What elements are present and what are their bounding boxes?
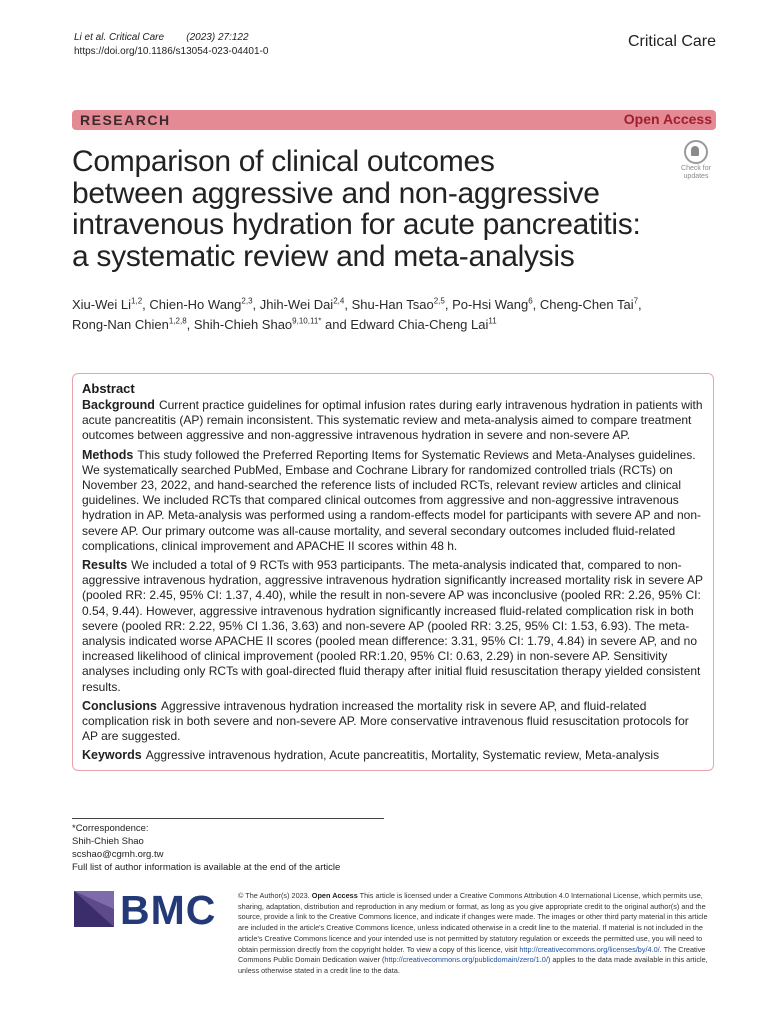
updates-line2: updates [683,173,709,180]
check-for-updates-badge[interactable] [676,140,716,181]
correspondence-name: Shih-Chieh Shao [72,836,144,847]
license-mid: . The Creative Commons Public Domain Dedication waiver ( [238,944,706,965]
cc-zero-link[interactable]: http://creativecommons.org/publicdomain/zero/1.0/ [384,955,548,965]
citation-issue: (2023) 27:122 [186,32,249,43]
footnote-divider [72,818,384,819]
author[interactable]: Shih-Chieh Shao$^{9,10,11*}$ [193,316,322,332]
abstract-background: Background Current practice guidelines for optimal infusion rates during early intravenous hydration in patients with acute pancreatitis (AP) remain inconsistent. This systematic review and meta-analysis aimed to compare treatment outcomes between aggressive and non-aggressive intravenous hydration in severe and non-severe AP. [82,398,703,443]
correspondence-email[interactable]: scshao@cgmh.org.tw [72,849,164,860]
license-end: ) applies to the data made available in this article, unless otherwise stated in a credit line to the data. [238,955,708,975]
title-line: between aggressive and non-aggressive [72,176,600,210]
license-open-access: Open Access [311,891,358,900]
citation-header [74,31,268,59]
doi-link[interactable]: https://doi.org/10.1186/s13054-023-04401-0 [74,46,269,57]
license-prefix: © The Author(s) 2023. [238,891,310,900]
author[interactable]: Chien-Ho Wang$^{2,3}$ [149,296,253,312]
author[interactable]: Cheng-Chen Tai$^7$ [539,296,639,312]
author[interactable]: Xiu-Wei Li$^{1,2}$ [72,296,143,312]
author-info-note: Full list of author information is available at the end of the article [72,862,341,873]
author[interactable]: Shu-Han Tsao$^{2,5}$ [351,296,445,312]
title-line: Comparison of clinical outcomes [72,145,495,178]
author[interactable]: Rong-Nan Chien$^{1,2,8}$ [72,316,187,332]
abstract-heading: Abstract [82,381,135,396]
open-access-label: Open Access [623,111,712,127]
journal-name: Critical Care [627,33,716,50]
author-list: Xiu-Wei Li$^{1,2}$, Chien-Ho Wang$^{2,3}$, Jhih-Wei Dai$^{2,4}$, Shu-Han Tsao$^{2,5}$, Po-Hsi Wang$^6$, Cheng-Chen Tai$^7$, Rong-Nan Chien$^{1,2,8}$, Shih-Chieh Shao$^{9,10,11*}$ and Edward Chia-Cheng Lai$^{11}$ [72,296,642,332]
bmc-logo-text: BMC [120,887,217,933]
article-title [72,146,682,272]
author[interactable]: Po-Hsi Wang$^6$ [452,296,533,312]
citation-journal: Li et al. Critical Care [74,32,165,43]
license-body: This article is licensed under a Creative Commons Attribution 4.0 International License, which permits use, sharing, adaptation, distribution and reproduction in any medium or format, as long as you give appropriate credit to the original author(s) and the source, provide a link to the Creative Commons licence, and indicate if changes were made. The images or other third party material in this article are included in the article's Creative Commons licence, unless indicated otherwise in a credit line to the material. If material is not included in the article's Creative Commons licence and your intended use is not permitted by statutory regulation or exceeds the permitted use, you will need to obtain permission directly from the copyright holder. To view a copy of this licence, visit [238,891,708,954]
cc-by-link[interactable]: http://creativecommons.org/licenses/by/4.0/ [519,944,660,954]
updates-line1: Check for [681,165,711,172]
section-banner [72,110,716,130]
section-label: RESEARCH [80,112,171,128]
check-updates-icon [684,140,708,164]
abstract-conclusions: Conclusions Aggressive intravenous hydration increased the mortality risk in severe AP, and fluid-related complication risk in both severe and non-severe AP. More conservative intravenous fluid resuscitation protocols for AP are suggested. [82,698,689,744]
correspondence-block [72,822,340,874]
author[interactable]: Jhih-Wei Dai$^{2,4}$ [259,296,345,312]
bmc-logo [74,887,220,933]
license-text [238,891,716,977]
abstract-keywords: Keywords Aggressive intravenous hydration, Acute pancreatitis, Mortality, Systematic review, Meta-analysis [82,748,660,763]
authors-and: and [325,317,347,332]
bmc-logo-mark-icon [74,891,114,927]
title-line: intravenous hydration for acute pancreatitis: [72,208,641,241]
author[interactable]: Edward Chia-Cheng Lai$^{11}$ [350,316,497,332]
abstract-box [72,373,714,771]
abstract-results: Results We included a total of 9 RCTs with 953 participants. The meta-analysis indicated that, compared to non-aggressive intravenous hydration, aggressive intravenous hydration significantly increased mortality risk in severe AP (pooled RR: 2.45, 95% CI: 1.37, 4.40), while the result in non-severe AP was inconclusive (pooled RR: 2.26, 95% CI: 0.54, 9.44). However, aggressive intravenous hydration significantly increased fluid-related complication risk in both severe (pooled RR: 2.22, 95% CI 1.36, 3.63) and non-severe AP (pooled RR: 3.25, 95% CI: 1.53, 6.93). The meta-analysis indicated worse APACHE II scores (pooled mean difference: 3.31, 95% CI: 1.79, 4.84) in severe AP, and no increased likelihood of clinical improvement (pooled RR:1.20, 95% CI: 0.63, 2.29) in non-severe AP. Sensitivity analyses including only RCTs with goal-directed fluid therapy after initial fluid resuscitation therapy yielded consistent results. [82,558,703,694]
title-line: a systematic review and meta-analysis [72,239,575,273]
abstract-methods: Methods This study followed the Preferred Reporting Items for Systematic Reviews and Meta-Analyses guidelines. We systematically searched PubMed, Embase and Cochrane Library for randomized controlled trials (RCTs) on November 23, 2022, and hand-searched the reference lists of included RCTs, relevant review articles and clinical guidelines. We included RCTs that compared clinical outcomes from aggressive and non-aggressive intravenous hydration in AP. Meta-analysis was performed using a random-effects model for participants with severe AP and non-severe AP. Our primary outcome was all-cause mortality, and several secondary outcomes included fluid-related complications, clinical improvement and APACHE II scores within 48 h. [82,447,701,553]
correspondence-label: *Correspondence: [72,823,149,834]
